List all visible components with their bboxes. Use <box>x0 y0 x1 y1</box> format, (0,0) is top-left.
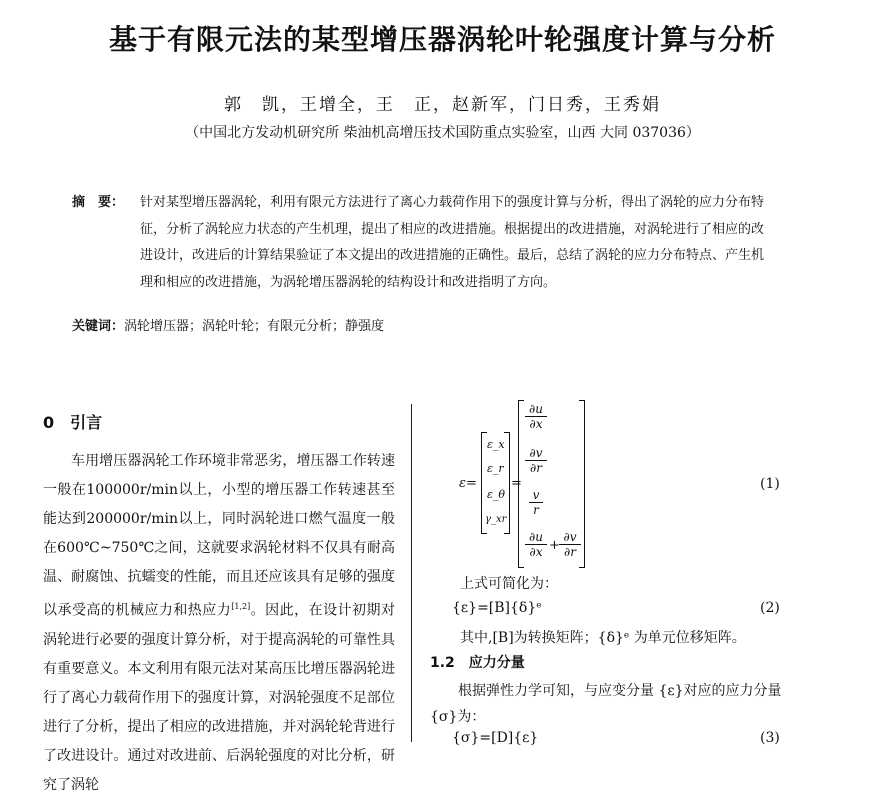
keywords-label: 关键词： <box>72 319 125 334</box>
keywords-text: 涡轮增压器；涡轮叶轮；有限元分析；静强度 <box>124 319 385 334</box>
eq1-plus: + <box>549 538 560 553</box>
eq1-right-brace-2 <box>579 400 585 568</box>
eq1-number: (1) <box>760 476 780 492</box>
eq2-number: (2) <box>760 600 780 616</box>
matrix-explanation: 其中,[B]为转换矩阵；{δ}ᵉ 为单元位移矩阵。 <box>460 630 746 646</box>
eq1-frac-dv-dr: $\frac{\partial v}{\partial r}$ <box>525 446 547 475</box>
eq1-vec-3: γ_xr <box>485 514 507 525</box>
section-heading-stress: 1.2 应力分量 <box>430 655 525 671</box>
eq1-lhs: ε= <box>459 476 477 491</box>
equation-2: {ε}=[B]{δ}ᵉ <box>452 600 542 616</box>
eq1-frac-v-r: $\frac{v}{r}$ <box>529 488 543 517</box>
equation-1 <box>425 400 785 570</box>
keywords <box>72 315 772 334</box>
paper-title: 基于有限元法的某型增压器涡轮叶轮强度计算与分析 <box>108 23 776 56</box>
eq1-right-brace <box>504 432 510 534</box>
intro-body <box>43 447 395 800</box>
intro-text-b: 。因此，在设计初期对涡轮进行必要的强度计算分析，对于提高涡轮的可靠性具有重要意义。本文利用有限元法对某高压比增压器涡轮进行了离心力载荷作用下的强度计算，对涡轮强度不足部位进行了分析，提出了相应的改进措施，并对涡轮轮背进行了改进设计。通过对改进前、后涡轮强度的对比分析，研究了涡轮 <box>43 602 395 793</box>
eq1-left-brace-2 <box>518 400 524 568</box>
eq1-vec-1: ε_r <box>487 462 504 475</box>
intro-text-a: 车用增压器涡轮工作环境非常恶劣，增压器工作转速一般在100000r/min以上，小型的增压器工作转速甚至能达到200000r/min以上，同时涡轮进口燃气温度一般在600℃~750℃之间，这就要求涡轮材料不仅具有耐高温、耐腐蚀、抗蠕变的性能，而且还应该具有足够的强度以承受高的机械应力和热应力 <box>43 453 395 619</box>
equation-3: {σ}=[D]{ε} <box>452 730 539 746</box>
column-divider <box>411 404 412 742</box>
intro-paragraph <box>43 447 395 800</box>
eq1-frac-du-dx: $\frac{\partial u}{\partial x}$ <box>525 402 547 431</box>
eq1-vec-2: ε_θ <box>487 488 506 501</box>
abstract-text: 针对某型增压器涡轮，利用有限元方法进行了离心力载荷作用下的强度计算与分析，得出了涡轮的应力分布特征，分析了涡轮应力状态的产生机理，提出了相应的改进措施。根据提出的改进措施，对涡轮进行了相应的改进设计，改进后的计算结果验证了本文提出的改进措施的正确性。最后，总结了涡轮的应力分布特点、产生机理和相应的改进措施，为涡轮增压器涡轮的结构设计和改进指明了方向。 <box>140 195 765 290</box>
citation: [1,2] <box>231 602 251 611</box>
eq3-number: (3) <box>760 730 780 746</box>
eq1-frac-dv-dx: $\frac{\partial v}{\partial r}$ <box>559 530 581 559</box>
author-list: 郭 凯，王增全，王 正，赵新军，门日秀，王秀娟 <box>224 95 661 115</box>
eq1-frac-du-dr: $\frac{\partial u}{\partial x}$ <box>525 530 547 559</box>
affiliation: （中国北方发动机研究所 柴油机高增压技术国防重点实验室，山西 大同 037036） <box>185 125 700 141</box>
simplify-text: 上式可简化为： <box>460 576 558 592</box>
section-heading-intro: 0 引言 <box>43 413 103 432</box>
abstract-label: 摘 要： <box>72 195 125 210</box>
eq1-vec-0: ε_x <box>487 438 505 451</box>
abstract <box>72 190 772 290</box>
stress-paragraph: 根据弹性力学可知，与应变分量 {ε}对应的应力分量 {σ}为： <box>430 683 782 725</box>
eq1-equals: = <box>511 476 522 491</box>
